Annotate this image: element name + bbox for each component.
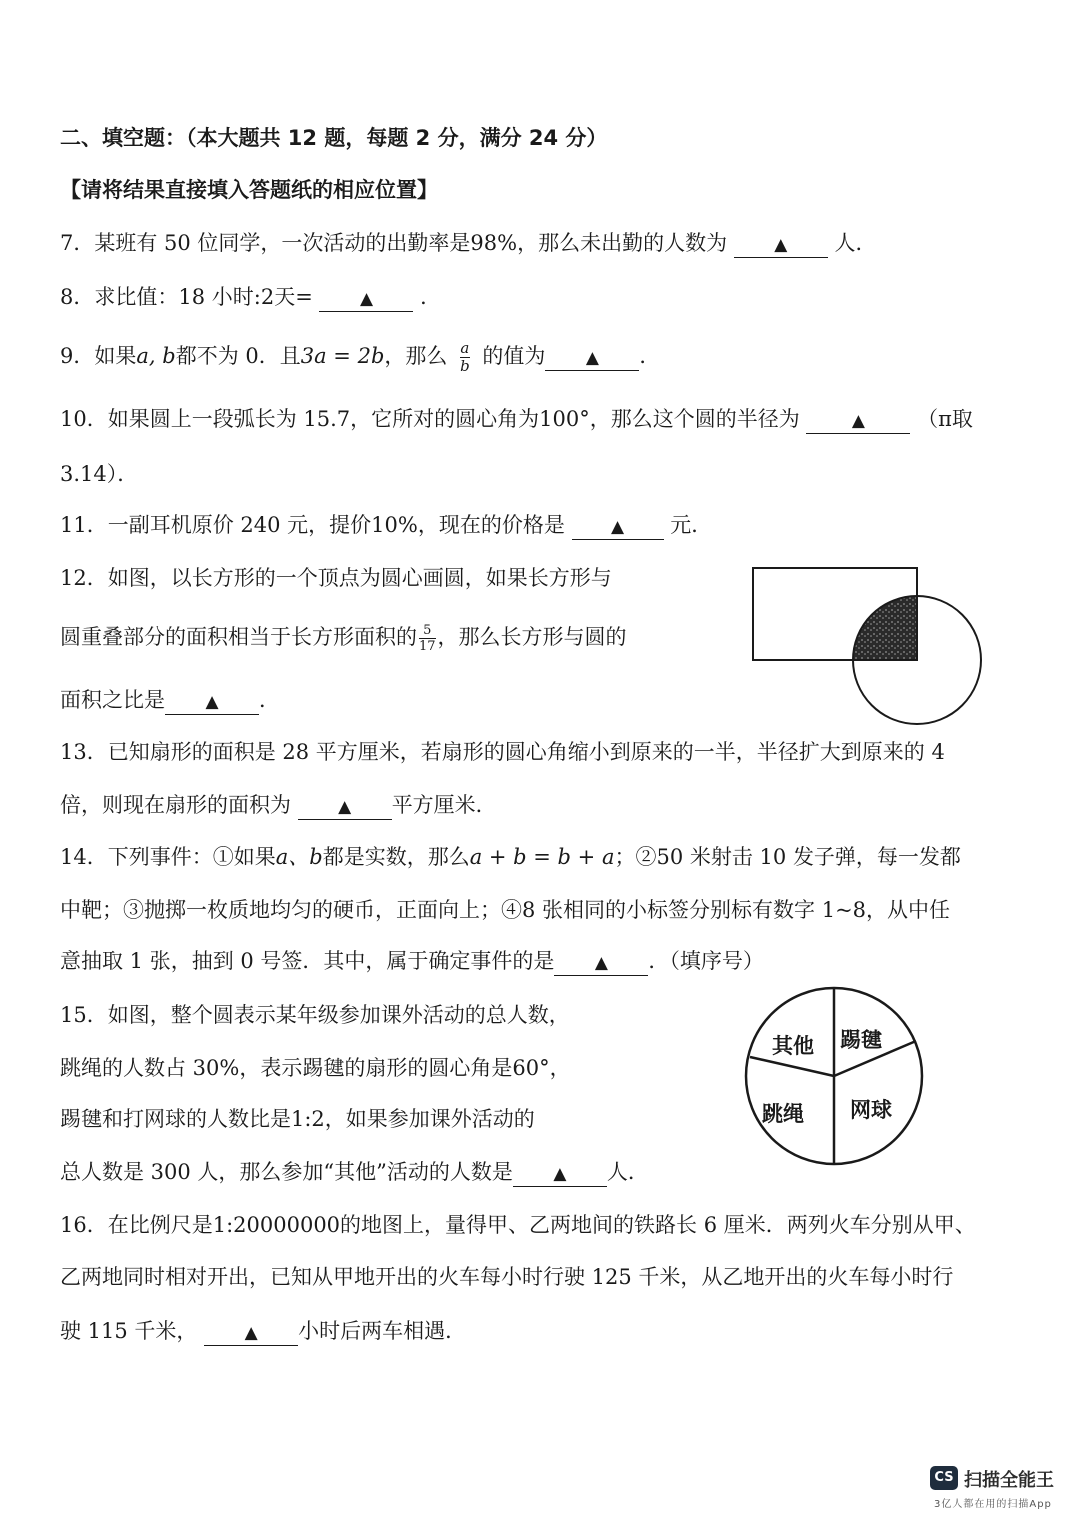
- answer-blank-12: [165, 688, 259, 715]
- blank-marker: ▲: [338, 797, 352, 817]
- answer-blank-9: [545, 344, 639, 371]
- blank-marker: ▲: [594, 953, 608, 973]
- question-9-equation: 3a = 2b: [300, 344, 385, 368]
- question-14-line3: [60, 946, 764, 976]
- question-7: [60, 228, 876, 258]
- blank-marker: ▲: [359, 289, 374, 309]
- pie-label-tennis: 网球: [850, 1098, 892, 1122]
- question-13-line1: 13．已知扇形的面积是 28 平方厘米，若扇形的圆心角缩小到原来的一半，半径扩大到原来的 4: [60, 740, 945, 764]
- rectangle-circle-figure: [740, 560, 1000, 735]
- fraction-5-over-17: [419, 624, 436, 653]
- question-14-equation: a + b = b + a: [469, 845, 615, 869]
- question-16-line3: [60, 1316, 466, 1346]
- question-9-mid2: ，那么: [384, 344, 448, 368]
- question-14-line1-text: 14．下列事件：①如果: [60, 845, 276, 869]
- section-heading: 二、填空题：（本大题共 12 题，每题 2 分，满分 24 分）: [60, 126, 608, 150]
- activity-pie-figure: [744, 975, 928, 1179]
- question-10-tail: （π取: [917, 407, 973, 431]
- watermark-name: 扫描全能王: [964, 1470, 1054, 1491]
- question-10: [60, 404, 973, 434]
- blank-marker: ▲: [205, 692, 219, 712]
- question-12-line1: 12．如图，以长方形的一个顶点为圆心画圆，如果长方形与: [60, 566, 612, 590]
- question-15-line2: 跳绳的人数占 30%，表示踢毽的扇形的圆心角是60°，: [60, 1056, 571, 1080]
- question-13-line2: [60, 790, 497, 820]
- question-12-line2: [60, 622, 627, 653]
- question-9: [60, 341, 660, 374]
- watermark-subtitle: 3亿人都在用的扫描App: [934, 1499, 1052, 1510]
- pie-divider-left: [750, 1057, 834, 1076]
- question-16-line1: 16．在比例尺是1:20000000的地图上，量得甲、乙两地间的铁路长 6 厘米．两列火车分别从甲、: [60, 1213, 976, 1237]
- question-8-text: 8．求比值：18 小时:2天=: [60, 285, 313, 309]
- question-15-line3: 踢毽和打网球的人数比是1:2，如果参加课外活动的: [60, 1107, 535, 1131]
- answer-blank-16: [204, 1319, 298, 1346]
- question-12-line2-text: 圆重叠部分的面积相当于长方形面积的: [60, 625, 417, 649]
- question-14-line1-tail: ；②50 米射击 10 发子弹，每一发都: [614, 845, 961, 869]
- question-14-line3-tail: ．（填序号）: [648, 949, 764, 973]
- question-8: [60, 282, 441, 312]
- question-11: [60, 510, 712, 540]
- fraction-denominator: 17: [419, 639, 436, 654]
- question-10-text: 10．如果圆上一段弧长为 15.7，它所对的圆心角为100°，那么这个圆的半径为: [60, 407, 800, 431]
- question-12-line3-text: 面积之比是: [60, 688, 165, 712]
- question-9-text: 9．如果: [60, 344, 137, 368]
- question-12-line2-tail: ，那么长方形与圆的: [437, 625, 627, 649]
- answer-blank-14: [554, 949, 648, 976]
- question-8-tail: ．: [420, 285, 442, 309]
- question-13-line2-tail: 平方厘米．: [391, 793, 497, 817]
- question-14-line2: 中靶；③抛掷一枚质地均匀的硬币，正面向上；④8 张相同的小标签分别标有数字 1~8，从中任: [60, 898, 951, 922]
- blank-marker: ▲: [553, 1164, 567, 1184]
- question-9-mid3: 的值为: [482, 344, 546, 368]
- fraction-denominator: b: [460, 357, 470, 375]
- pie-label-other: 其他: [772, 1034, 814, 1058]
- question-7-text: 7．某班有 50 位同学，一次活动的出勤率是98%，那么未出勤的人数为: [60, 231, 728, 255]
- answer-blank-7: [734, 231, 828, 258]
- blank-marker: ▲: [610, 517, 625, 537]
- question-15-line4-tail: 人．: [606, 1160, 649, 1184]
- question-12-line3: [60, 685, 280, 715]
- blank-marker: ▲: [585, 348, 599, 368]
- question-11-text: 11．一副耳机原价 240 元，提价10%，现在的价格是: [60, 513, 565, 537]
- question-10-line2: 3.14）．: [60, 462, 139, 486]
- question-11-tail: 元．: [670, 513, 713, 537]
- question-14-vars: a、b: [275, 845, 323, 869]
- answer-blank-11: [572, 513, 664, 540]
- pie-label-rope: 跳绳: [762, 1102, 804, 1126]
- question-9-tail: ．: [639, 344, 661, 368]
- fraction-numerator: a: [460, 339, 470, 357]
- camscanner-logo-icon: CS: [930, 1466, 958, 1490]
- question-14-mid: 都是实数，那么: [322, 845, 470, 869]
- question-16-line3-tail: 小时后两车相遇．: [298, 1319, 467, 1343]
- scanner-watermark: [930, 1464, 1060, 1512]
- question-15-line4-text: 总人数是 300 人，那么参加“其他”活动的人数是: [60, 1160, 513, 1184]
- section-instruction: 【请将结果直接填入答题纸的相应位置】: [60, 178, 438, 202]
- fraction-numerator: 5: [423, 623, 432, 638]
- pie-label-jianzi: 踢毽: [840, 1028, 882, 1052]
- question-12-line3-tail: ．: [259, 688, 280, 712]
- answer-blank-10: [806, 407, 910, 434]
- question-9-vars: a, b: [136, 344, 176, 368]
- answer-blank-13: [298, 793, 392, 820]
- question-13-line2-text: 倍，则现在扇形的面积为: [60, 793, 291, 817]
- question-14-line3-text: 意抽取 1 张，抽到 0 号签．其中，属于确定事件的是: [60, 949, 555, 973]
- question-9-mid1: 都不为 0．且: [175, 344, 301, 368]
- question-15-line4: [60, 1157, 649, 1187]
- blank-marker: ▲: [851, 411, 865, 431]
- fraction-a-over-b: [460, 341, 470, 374]
- answer-blank-15: [513, 1160, 607, 1187]
- blank-marker: ▲: [774, 235, 788, 255]
- blank-marker: ▲: [244, 1323, 258, 1343]
- question-15-line1: 15．如图，整个圆表示某年级参加课外活动的总人数，: [60, 1003, 570, 1027]
- question-16-line2: 乙两地同时相对开出，已知从甲地开出的火车每小时行驶 125 千米，从乙地开出的火车每小时行: [60, 1265, 954, 1289]
- answer-blank-8: [319, 285, 413, 312]
- question-16-line3-text: 驶 115 千米，: [60, 1319, 198, 1343]
- question-14-line1: [60, 842, 961, 872]
- question-7-tail: 人．: [834, 231, 877, 255]
